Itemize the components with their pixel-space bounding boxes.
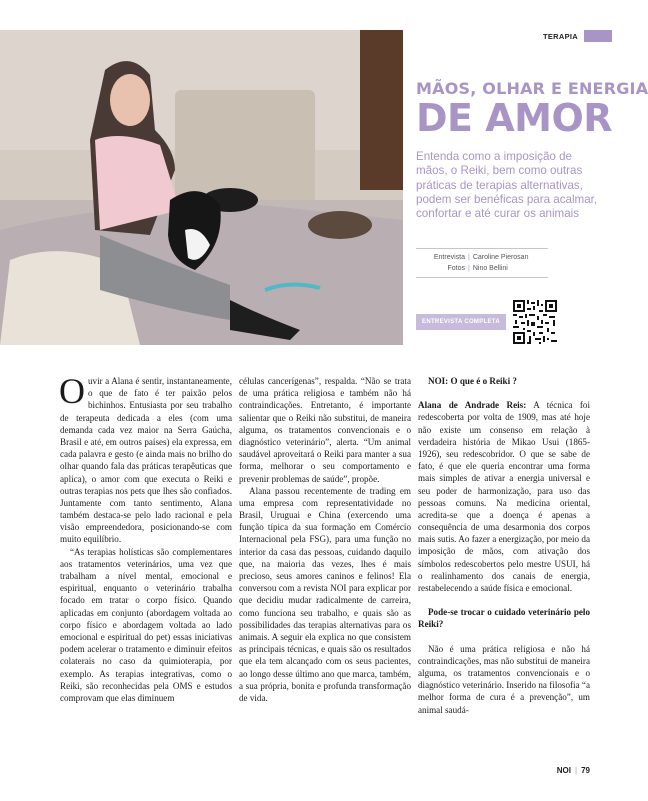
hero-headline: DE AMOR (416, 96, 613, 140)
section-tag-bar (584, 30, 612, 42)
hero-heading (416, 79, 648, 140)
folio-page-number: 79 (581, 766, 590, 775)
paragraph: células cancerígenas”, respalda. “Não se trata de uma prática religiosa e também não há contraindicações. Entretanto, é importante salientar que o Reiki não substitui, de maneira alguma, os tratamentos convencionais e o diagnóstico veterinário”, alerta. “Um animal saudável aproveitará o Reiki para manter a sua forma, melhorar o seu comportamento e prevenir problemas de saúde”, propõe. (239, 376, 411, 484)
answer-1 (418, 399, 590, 594)
credit-photos-label: Fotos (447, 265, 465, 272)
paragraph: Alana passou recentemente de trading em uma empresa com representatividade no Brasil, Uruguai e China (exercendo uma função típica da sua formação em Comércio Internacional pela FSG), para uma função no interior da casa das pessoas, cuidando daquilo que, na maioria das vezes, lhes é mais precioso, seus amores caninos e felinos! Ela conversou com a revista NOI para explicar por que decidiu mudar radicalmente de carreira, como funciona seu trabalho, e quais são as possibilidades das terapias alternativas para os animais. A seguir ela explica no que consistem as principais técnicas, e quais são os resultados que ela tem alcançado com os seus pacientes, ao longo desse último ano que marca, também, a sua própria, bonita e profunda transformação de vida. (239, 485, 411, 703)
credits (419, 252, 528, 274)
article-column-2 (239, 375, 411, 704)
hero-kicker: MÃOS, OLHAR E ENERGIA (416, 79, 648, 98)
article-column-3 (418, 375, 590, 716)
intro-paragraph (59, 371, 232, 546)
answer-1-lead: Alana de Andrade Reis: (418, 400, 527, 411)
hero-photo (0, 30, 403, 345)
credit-interview-name: Caroline Pierosan (472, 254, 529, 261)
page-folio (557, 766, 590, 775)
credit-photos-name: Nino Bellini (472, 265, 508, 272)
credits-rule-top (416, 248, 548, 249)
folio-separator: | (575, 766, 578, 775)
question-1: NOI: O que é o Reiki ? (428, 376, 517, 386)
answer-1-text: A técnica foi redescoberta por volta de 1909, mas até hoje não existe um consenso em relação à verdadeira história de Mikao Usui (1865-1926), seu redescobridor. O que se sabe de fato, é que ele queria encontrar uma forma mais simples de ativar a energia universal e seu poder de harmonização, para uso das pessoas comuns. Na medicina oriental, acredita-se que a doença é apenas a consequência de uma desarmonia dos corpos mais sutis. Ao fazer a energização, por meio da imposição de mãos, com ativação dos símbolos redescobertos pelo mestre USUI, há o realinhamento dos canais de energia, restabelecendo a saúde física e emocional. (418, 400, 591, 593)
hero-dek: Entenda como a imposição de mãos, o Reiki, bem como outras práticas de terapias alternativas, podem ser benéficas para acalmar, confortar e até curar os animais (416, 150, 598, 221)
full-interview-badge[interactable]: ENTREVISTA COMPLETA (416, 314, 506, 330)
article-column-1 (59, 371, 232, 704)
credit-interview (419, 252, 528, 263)
credit-interview-label: Entrevista (433, 254, 465, 261)
intro-text: uvir a Alana é sentir, instantaneamente, o que de fato é ter paixão pelos bichinhos. Entusiasta por seu trabalho de terapeuta dedicada a eles (com uma demanda cada vez maior na Serra Gaúcha, Brasil e até, em outros países) ela expressa, em cada palavra e gesto (e ainda mais no brilho do olhar quando fala das práticas terapêuticas que aplica), o amor com que executa o Reiki e outras terapias nos pets que lhes são confiados. Juntamente com tanto sentimento, Alana também destaca-se pelo lado racional e pela visão empreendedora, posicionando-se com muito equilíbrio. (60, 376, 232, 545)
credit-separator: | (468, 254, 470, 261)
credit-photos (419, 263, 528, 274)
folio-magazine: NOI (556, 766, 572, 775)
section-tag-label: TERAPIA (542, 31, 578, 41)
question-2: Pode-se trocar o cuidado veterinário pelo Reiki? (418, 607, 590, 630)
section-tag (543, 30, 612, 42)
qr-code[interactable] (513, 300, 557, 344)
qr-code-icon (513, 300, 557, 344)
credits-rule-bottom (416, 277, 548, 278)
paragraph: “As terapias holísticas são complementares aos tratamentos veterinários, uma vez que trabalham a nível mental, emocional e espiritual, enquanto o veterinário trabalha focado em tratar o corpo físico. Quando aplicadas em conjunto (abordagem voltada ao corpo físico e abordagem voltada ao lado emocional e espiritual do pet) essas iniciativas podem acelerar o tratamento e diminuir efeitos colaterais no caso da quimioterapia, por exemplo. As terapias integrativas, como o Reiki, são reconhecidas pela OMS e estudos comprovam que elas diminuem (60, 546, 232, 703)
drop-cap: O (59, 371, 85, 411)
answer-2: Não é uma prática religiosa e não há contraindicações, mas não substitui de maneira alguma, os tratamentos convencionais e o diagnóstico veterinário. Inserido na filosofia “a melhor forma de cura é a prevenção”, um animal saudá- (418, 643, 590, 715)
credit-separator: | (468, 265, 470, 272)
